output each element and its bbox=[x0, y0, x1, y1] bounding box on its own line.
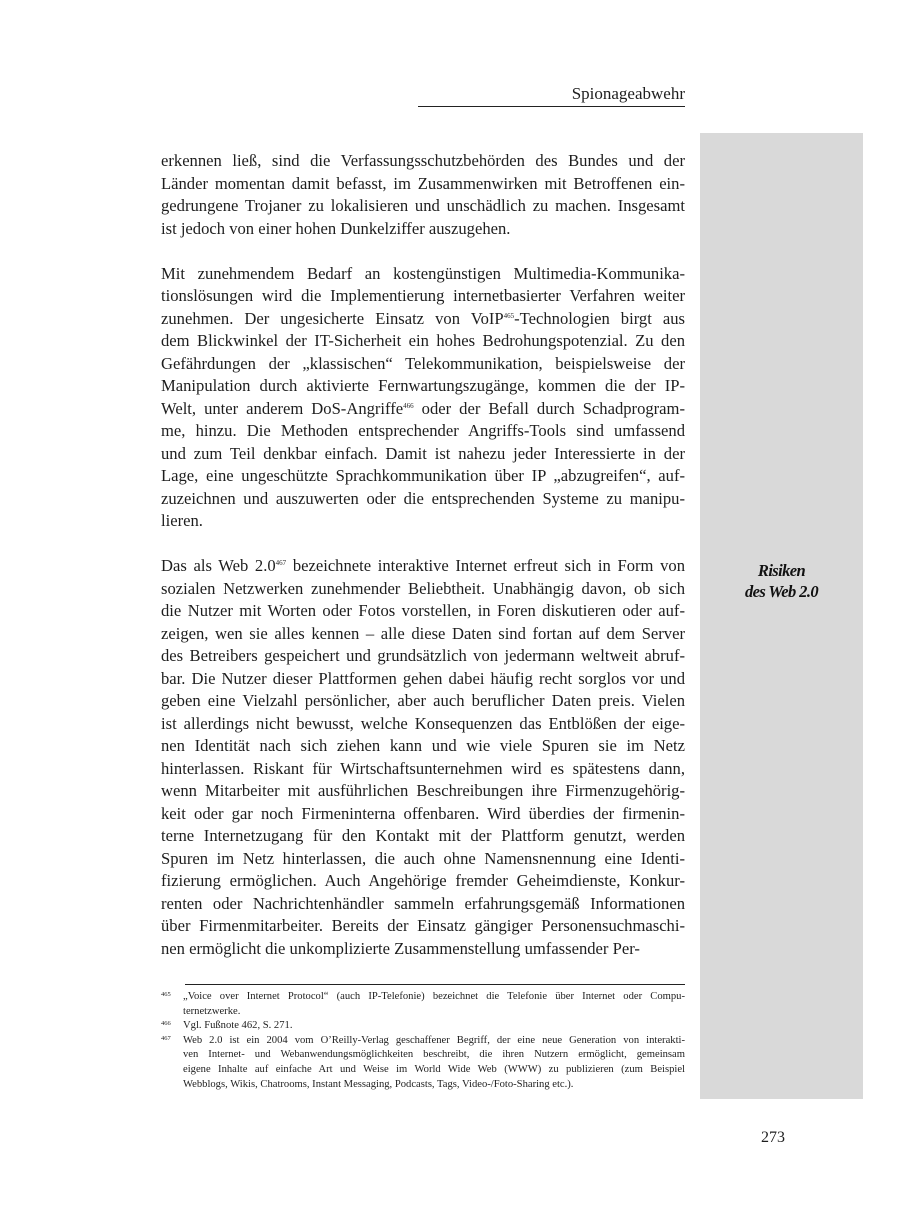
paragraph bbox=[161, 555, 685, 960]
line-text: zuzeichnen und auszuwerten oder die entsprechenden Systeme zu manipu- bbox=[161, 488, 685, 508]
line-text: nen ermöglicht die unkomplizierte Zusammenstellung umfassender Per- bbox=[161, 938, 640, 958]
footnote-number: 465 bbox=[161, 991, 171, 998]
text-line bbox=[161, 173, 685, 196]
line-text: erkennen ließ, sind die Verfassungsschutzbehörden des Bundes und der bbox=[161, 151, 685, 170]
line-text: bar. Die Nutzer dieser Plattformen gehen dabei häufig recht sorglos vor und bbox=[161, 668, 685, 688]
line-text: lieren. bbox=[161, 511, 203, 530]
footnote-ref: 465 bbox=[503, 311, 515, 320]
text-line bbox=[161, 915, 685, 938]
text-line bbox=[161, 893, 685, 916]
line-text: Gefährdungen der „klassischen“ Telekommunikation, beispielsweise der bbox=[161, 353, 685, 373]
line-text: des Betreibers gespeichert und grundsätzlich von jedermann weltweit abruf- bbox=[161, 646, 685, 665]
line-text: Welt, unter anderem DoS-Angriffe bbox=[161, 398, 404, 418]
footnote-line: „Voice over Internet Protocol“ (auch IP-Telefonie) bezeichnet die Telefonie über Internet oder Compu- bbox=[183, 991, 685, 1002]
text-line bbox=[161, 285, 685, 308]
paragraph bbox=[161, 150, 685, 240]
text-line bbox=[161, 555, 685, 578]
text-line bbox=[161, 510, 685, 533]
text-line bbox=[161, 443, 685, 466]
text-line bbox=[161, 330, 685, 353]
text-line bbox=[161, 735, 685, 758]
line-text: zunehmen. Der ungesicherte Einsatz von VoIP bbox=[161, 308, 504, 328]
text-line bbox=[161, 825, 685, 848]
text-line bbox=[161, 578, 685, 601]
text-line bbox=[161, 938, 685, 961]
body-text bbox=[161, 150, 685, 983]
text-line bbox=[161, 488, 685, 511]
footnote-line: ternetzwerke. bbox=[183, 1005, 241, 1017]
line-text: nen Identität nach sich ziehen kann und wie viele Spuren sie im Netz bbox=[161, 736, 685, 755]
text-line bbox=[161, 308, 685, 331]
text-line bbox=[161, 668, 685, 691]
line-text: terne Internetzugang für den Kontakt mit der Plattform genutzt, werden bbox=[161, 826, 685, 845]
line-text: tionslösungen wird die Implementierung internetbasierter Verfahren weiter bbox=[161, 286, 685, 305]
text-line bbox=[161, 623, 685, 646]
line-text: Lage, eine ungeschützte Sprachkommunikation über IP „abzugreifen“, auf- bbox=[161, 466, 685, 485]
footnote bbox=[161, 1019, 685, 1034]
footnote-number: 466 bbox=[161, 1020, 171, 1028]
line-text: und zum Teil denkbar einfach. Damit ist nahezu jeder Interessierte in der bbox=[161, 443, 685, 463]
text-line bbox=[161, 690, 685, 713]
line-text: bezeichnete interaktive Internet erfreut sich in Form von bbox=[286, 556, 685, 575]
margin-note-line: des Web 2.0 bbox=[745, 582, 818, 601]
text-line bbox=[161, 195, 685, 218]
line-text: me, hinzu. Die Methoden entsprechender Angriffs-Tools sind umfassend bbox=[161, 421, 685, 440]
running-head bbox=[418, 84, 685, 107]
line-text: Manipulation durch aktivierte Fernwartungszugänge, kommen die der IP- bbox=[161, 376, 685, 395]
text-line bbox=[161, 780, 685, 803]
margin-column bbox=[700, 133, 863, 1099]
footnote-line: eigene Inhalte auf einfache Art und Weise im World Wide Web (WWW) zu publizieren (zum Beispiel bbox=[183, 1063, 685, 1075]
line-text: dem Blickwinkel der IT-Sicherheit ein hohes Bedrohungspotenzial. Zu den bbox=[161, 331, 685, 350]
footnote-line: Web 2.0 ist ein 2004 vom O’Reilly-Verlag geschaffener Begriff, der eine neue Generation von interakti- bbox=[183, 1034, 685, 1046]
line-text: gedrungene Trojaner zu lokalisieren und unschädlich zu machen. Insgesamt bbox=[161, 196, 685, 215]
text-line bbox=[161, 848, 685, 871]
line-text: fizierung ermöglichen. Auch Angehörige fremder Geheimdienste, Konkur- bbox=[161, 871, 685, 890]
line-text: oder der Befall durch Schadprogram- bbox=[413, 398, 685, 418]
line-text: renten oder Nachrichtenhändler sammeln erfahrungsgemäß Informationen bbox=[161, 893, 685, 913]
line-text: zeigen, wen sie alles kennen – alle diese Daten sind fortan auf dem Server bbox=[161, 623, 685, 643]
line-text: geben eine Vielzahl persönlicher, aber auch beruflicher Daten preis. Vielen bbox=[161, 691, 685, 710]
footnote-rule bbox=[185, 984, 685, 985]
footnote-line: ven Internet- und Webanwendungsmöglichkeiten beschreibt, die ihren Nutzern ermöglicht, gemeinsam bbox=[183, 1049, 685, 1061]
text-line bbox=[161, 600, 685, 623]
line-text: hinterlassen. Riskant für Wirtschaftsunternehmen wird es spätestens dann, bbox=[161, 758, 685, 778]
text-line bbox=[161, 375, 685, 398]
text-line bbox=[161, 465, 685, 488]
line-text: die Nutzer mit Worten oder Fotos vorstellen, in Foren diskutieren oder auf- bbox=[161, 601, 685, 620]
text-line bbox=[161, 803, 685, 826]
line-text: sozialen Netzwerken zunehmender Beliebtheit. Unabhängig davon, ob sich bbox=[161, 578, 685, 598]
footnote-number: 467 bbox=[161, 1034, 171, 1042]
text-line bbox=[161, 150, 685, 173]
text-line bbox=[161, 398, 685, 421]
line-text: keit oder gar noch Firmeninterna offenbaren. Wird überdies der firmenin- bbox=[161, 803, 685, 823]
margin-note-line: Risiken bbox=[757, 561, 806, 580]
running-title: Spionageabwehr bbox=[571, 84, 685, 103]
line-text: Spuren im Netz hinterlassen, die auch ohne Namensnennung eine Identi- bbox=[161, 848, 685, 868]
line-text: Mit zunehmendem Bedarf an kostengünstigen Multimedia-Kommunika- bbox=[161, 263, 685, 283]
footnote-ref: 467 bbox=[275, 559, 287, 567]
text-line bbox=[161, 420, 685, 443]
text-line bbox=[161, 645, 685, 668]
line-text: über Firmenmitarbeiter. Bereits der Einsatz gängiger Personensuchmaschi- bbox=[161, 916, 685, 935]
footnote bbox=[161, 990, 685, 1019]
footnote-ref: 466 bbox=[403, 401, 414, 410]
page-number: 273 bbox=[761, 1129, 785, 1146]
line-text: ist jedoch von einer hohen Dunkelziffer auszugehen. bbox=[161, 218, 511, 238]
text-line bbox=[161, 218, 685, 241]
line-text: -Technologien birgt aus bbox=[514, 308, 685, 328]
text-line bbox=[161, 353, 685, 376]
footnote-line: Webblogs, Wikis, Chatrooms, Instant Messaging, Podcasts, Tags, Video-/Foto-Sharing etc.). bbox=[183, 1078, 574, 1090]
text-line bbox=[161, 870, 685, 893]
line-text: wenn Mitarbeiter mit ausführlichen Beschreibungen ihre Firmenzugehörig- bbox=[161, 781, 685, 800]
text-line bbox=[161, 263, 685, 286]
line-text: ist allerdings nicht bewusst, welche Konsequenzen das Entblößen der eige- bbox=[161, 713, 685, 733]
line-text: Länder momentan damit befasst, im Zusammenwirken mit Betroffenen ein- bbox=[161, 173, 685, 193]
footnotes bbox=[161, 990, 685, 1092]
footnote bbox=[161, 1034, 685, 1092]
line-text: Das als Web 2.0 bbox=[161, 556, 276, 575]
text-line bbox=[161, 713, 685, 736]
footnote-line: Vgl. Fußnote 462, S. 271. bbox=[183, 1020, 293, 1032]
text-line bbox=[161, 758, 685, 781]
margin-note bbox=[700, 560, 863, 602]
paragraph bbox=[161, 263, 685, 533]
